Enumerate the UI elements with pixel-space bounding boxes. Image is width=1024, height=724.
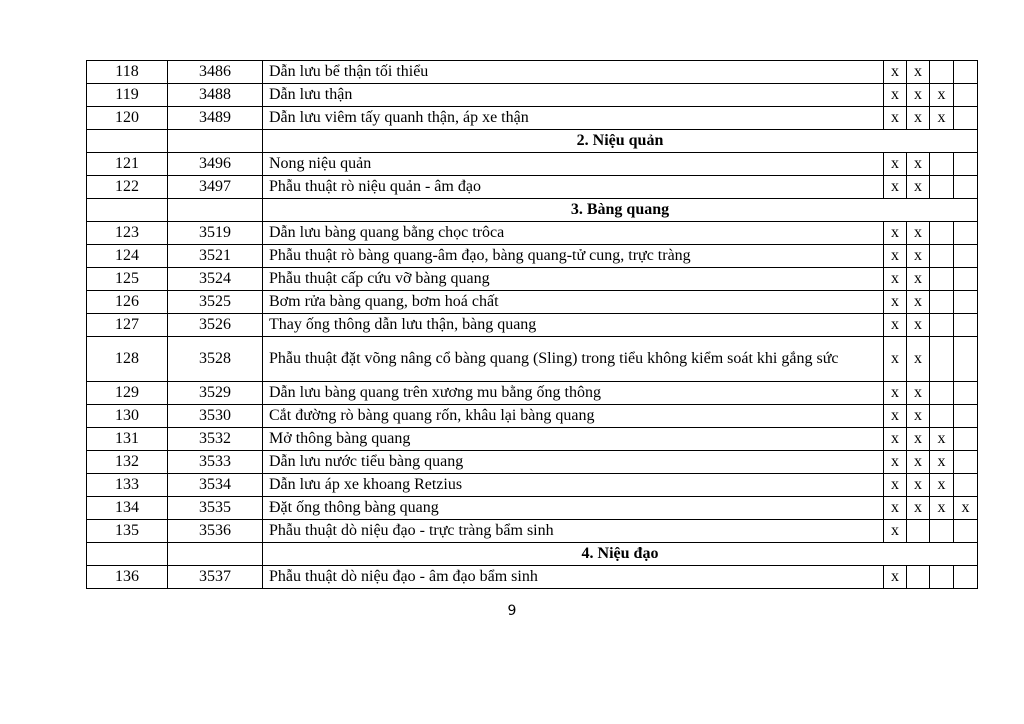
- code-cell: 3528: [168, 337, 263, 382]
- procedure-name-cell: Dẫn lưu thận: [263, 84, 884, 107]
- code-cell: [168, 543, 263, 566]
- table-row: [87, 314, 978, 337]
- procedure-name-cell: Dẫn lưu bể thận tối thiểu: [263, 61, 884, 84]
- level-mark-cell: [930, 520, 954, 543]
- level-mark-cell: x: [884, 107, 907, 130]
- level-mark-cell: [954, 222, 978, 245]
- level-mark-cell: [954, 245, 978, 268]
- level-mark-cell: x: [884, 153, 907, 176]
- level-mark-cell: x: [930, 428, 954, 451]
- level-mark-cell: x: [930, 497, 954, 520]
- level-mark-cell: x: [907, 153, 930, 176]
- level-mark-cell: x: [907, 428, 930, 451]
- level-mark-cell: x: [930, 474, 954, 497]
- level-mark-cell: x: [884, 474, 907, 497]
- section-header-row: [87, 543, 978, 566]
- table-row: [87, 337, 978, 382]
- code-cell: 3489: [168, 107, 263, 130]
- level-mark-cell: x: [930, 451, 954, 474]
- level-mark-cell: x: [907, 474, 930, 497]
- stt-cell: 129: [87, 382, 168, 405]
- procedure-name-cell: Thay ống thông dẫn lưu thận, bàng quang: [263, 314, 884, 337]
- procedure-name-cell: Nong niệu quản: [263, 153, 884, 176]
- level-mark-cell: x: [884, 337, 907, 382]
- code-cell: 3524: [168, 268, 263, 291]
- level-mark-cell: [930, 268, 954, 291]
- level-mark-cell: x: [884, 222, 907, 245]
- level-mark-cell: [954, 405, 978, 428]
- section-title: 3. Bàng quang: [263, 199, 978, 222]
- stt-cell: [87, 199, 168, 222]
- section-header-row: [87, 130, 978, 153]
- level-mark-cell: x: [907, 497, 930, 520]
- level-mark-cell: [954, 176, 978, 199]
- level-mark-cell: x: [884, 176, 907, 199]
- level-mark-cell: x: [907, 291, 930, 314]
- stt-cell: 123: [87, 222, 168, 245]
- table-row: [87, 61, 978, 84]
- section-header-row: [87, 199, 978, 222]
- code-cell: 3519: [168, 222, 263, 245]
- level-mark-cell: [930, 566, 954, 589]
- level-mark-cell: [954, 268, 978, 291]
- level-mark-cell: [930, 337, 954, 382]
- section-title: 2. Niệu quản: [263, 130, 978, 153]
- stt-cell: 118: [87, 61, 168, 84]
- table-row: [87, 428, 978, 451]
- level-mark-cell: x: [884, 428, 907, 451]
- code-cell: 3537: [168, 566, 263, 589]
- procedure-name-cell: Dẫn lưu bàng quang trên xương mu bằng ống thông: [263, 382, 884, 405]
- level-mark-cell: x: [907, 382, 930, 405]
- table-row: [87, 268, 978, 291]
- code-cell: 3532: [168, 428, 263, 451]
- stt-cell: 120: [87, 107, 168, 130]
- table-row: [87, 84, 978, 107]
- table-row: [87, 520, 978, 543]
- level-mark-cell: x: [884, 382, 907, 405]
- level-mark-cell: [930, 382, 954, 405]
- code-cell: 3534: [168, 474, 263, 497]
- level-mark-cell: x: [954, 497, 978, 520]
- procedure-table: [86, 60, 978, 589]
- table-row: [87, 566, 978, 589]
- level-mark-cell: x: [930, 107, 954, 130]
- stt-cell: [87, 130, 168, 153]
- level-mark-cell: [907, 520, 930, 543]
- level-mark-cell: x: [907, 314, 930, 337]
- level-mark-cell: [954, 337, 978, 382]
- procedure-name-cell: Phẫu thuật cấp cứu vỡ bàng quang: [263, 268, 884, 291]
- code-cell: [168, 199, 263, 222]
- level-mark-cell: [930, 153, 954, 176]
- stt-cell: 128: [87, 337, 168, 382]
- code-cell: 3536: [168, 520, 263, 543]
- code-cell: 3521: [168, 245, 263, 268]
- level-mark-cell: x: [884, 291, 907, 314]
- level-mark-cell: x: [907, 451, 930, 474]
- level-mark-cell: x: [907, 222, 930, 245]
- stt-cell: 130: [87, 405, 168, 428]
- level-mark-cell: [907, 566, 930, 589]
- level-mark-cell: [930, 291, 954, 314]
- level-mark-cell: [930, 61, 954, 84]
- level-mark-cell: [954, 84, 978, 107]
- procedure-name-cell: Phẫu thuật dò niệu đạo - trực tràng bẩm sinh: [263, 520, 884, 543]
- level-mark-cell: [930, 176, 954, 199]
- level-mark-cell: x: [907, 84, 930, 107]
- procedure-name-cell: Phẫu thuật rò bàng quang-âm đạo, bàng quang-tử cung, trực tràng: [263, 245, 884, 268]
- procedure-table-body: [87, 61, 978, 589]
- table-row: [87, 107, 978, 130]
- level-mark-cell: x: [930, 84, 954, 107]
- procedure-name-cell: Bơm rửa bàng quang, bơm hoá chất: [263, 291, 884, 314]
- code-cell: [168, 130, 263, 153]
- level-mark-cell: [954, 451, 978, 474]
- level-mark-cell: [954, 382, 978, 405]
- table-row: [87, 497, 978, 520]
- level-mark-cell: x: [907, 337, 930, 382]
- code-cell: 3530: [168, 405, 263, 428]
- stt-cell: 132: [87, 451, 168, 474]
- stt-cell: 131: [87, 428, 168, 451]
- stt-cell: 125: [87, 268, 168, 291]
- code-cell: 3526: [168, 314, 263, 337]
- procedure-name-cell: Dẫn lưu viêm tấy quanh thận, áp xe thận: [263, 107, 884, 130]
- procedure-name-cell: Dẫn lưu nước tiểu bàng quang: [263, 451, 884, 474]
- table-row: [87, 176, 978, 199]
- code-cell: 3533: [168, 451, 263, 474]
- stt-cell: 133: [87, 474, 168, 497]
- stt-cell: 127: [87, 314, 168, 337]
- stt-cell: 119: [87, 84, 168, 107]
- level-mark-cell: x: [907, 61, 930, 84]
- level-mark-cell: [954, 153, 978, 176]
- code-cell: 3497: [168, 176, 263, 199]
- level-mark-cell: [954, 474, 978, 497]
- stt-cell: 122: [87, 176, 168, 199]
- stt-cell: [87, 543, 168, 566]
- procedure-name-cell: Mở thông bàng quang: [263, 428, 884, 451]
- code-cell: 3535: [168, 497, 263, 520]
- procedure-name-cell: Phẫu thuật dò niệu đạo - âm đạo bẩm sinh: [263, 566, 884, 589]
- procedure-name-cell: Cắt đường rò bàng quang rốn, khâu lại bàng quang: [263, 405, 884, 428]
- level-mark-cell: [930, 405, 954, 428]
- level-mark-cell: x: [884, 314, 907, 337]
- level-mark-cell: [954, 566, 978, 589]
- procedure-name-cell: Dẫn lưu bàng quang bằng chọc trôca: [263, 222, 884, 245]
- table-row: [87, 382, 978, 405]
- table-row: [87, 451, 978, 474]
- code-cell: 3488: [168, 84, 263, 107]
- stt-cell: 135: [87, 520, 168, 543]
- level-mark-cell: x: [884, 520, 907, 543]
- level-mark-cell: [930, 245, 954, 268]
- level-mark-cell: [930, 314, 954, 337]
- level-mark-cell: [954, 428, 978, 451]
- table-row: [87, 153, 978, 176]
- level-mark-cell: [954, 314, 978, 337]
- table-row: [87, 291, 978, 314]
- level-mark-cell: [930, 222, 954, 245]
- procedure-name-cell: Phẫu thuật rò niệu quản - âm đạo: [263, 176, 884, 199]
- level-mark-cell: x: [884, 84, 907, 107]
- level-mark-cell: [954, 291, 978, 314]
- level-mark-cell: x: [907, 405, 930, 428]
- table-row: [87, 405, 978, 428]
- level-mark-cell: [954, 107, 978, 130]
- code-cell: 3496: [168, 153, 263, 176]
- code-cell: 3486: [168, 61, 263, 84]
- stt-cell: 126: [87, 291, 168, 314]
- table-row: [87, 245, 978, 268]
- page-number: 9: [507, 603, 517, 619]
- procedure-name-cell: Phẫu thuật đặt võng nâng cổ bàng quang (Sling) trong tiểu không kiểm soát khi gắng sức: [263, 337, 884, 382]
- table-row: [87, 222, 978, 245]
- level-mark-cell: x: [884, 61, 907, 84]
- procedure-name-cell: Đặt ống thông bàng quang: [263, 497, 884, 520]
- level-mark-cell: x: [907, 176, 930, 199]
- procedure-name-cell: Dẫn lưu áp xe khoang Retzius: [263, 474, 884, 497]
- section-title: 4. Niệu đạo: [263, 543, 978, 566]
- stt-cell: 121: [87, 153, 168, 176]
- level-mark-cell: x: [884, 245, 907, 268]
- code-cell: 3529: [168, 382, 263, 405]
- level-mark-cell: x: [884, 497, 907, 520]
- level-mark-cell: x: [884, 405, 907, 428]
- level-mark-cell: [954, 520, 978, 543]
- level-mark-cell: x: [907, 245, 930, 268]
- stt-cell: 136: [87, 566, 168, 589]
- level-mark-cell: x: [907, 268, 930, 291]
- level-mark-cell: x: [884, 566, 907, 589]
- level-mark-cell: [954, 61, 978, 84]
- table-row: [87, 474, 978, 497]
- level-mark-cell: x: [884, 268, 907, 291]
- stt-cell: 134: [87, 497, 168, 520]
- code-cell: 3525: [168, 291, 263, 314]
- level-mark-cell: x: [884, 451, 907, 474]
- level-mark-cell: x: [907, 107, 930, 130]
- stt-cell: 124: [87, 245, 168, 268]
